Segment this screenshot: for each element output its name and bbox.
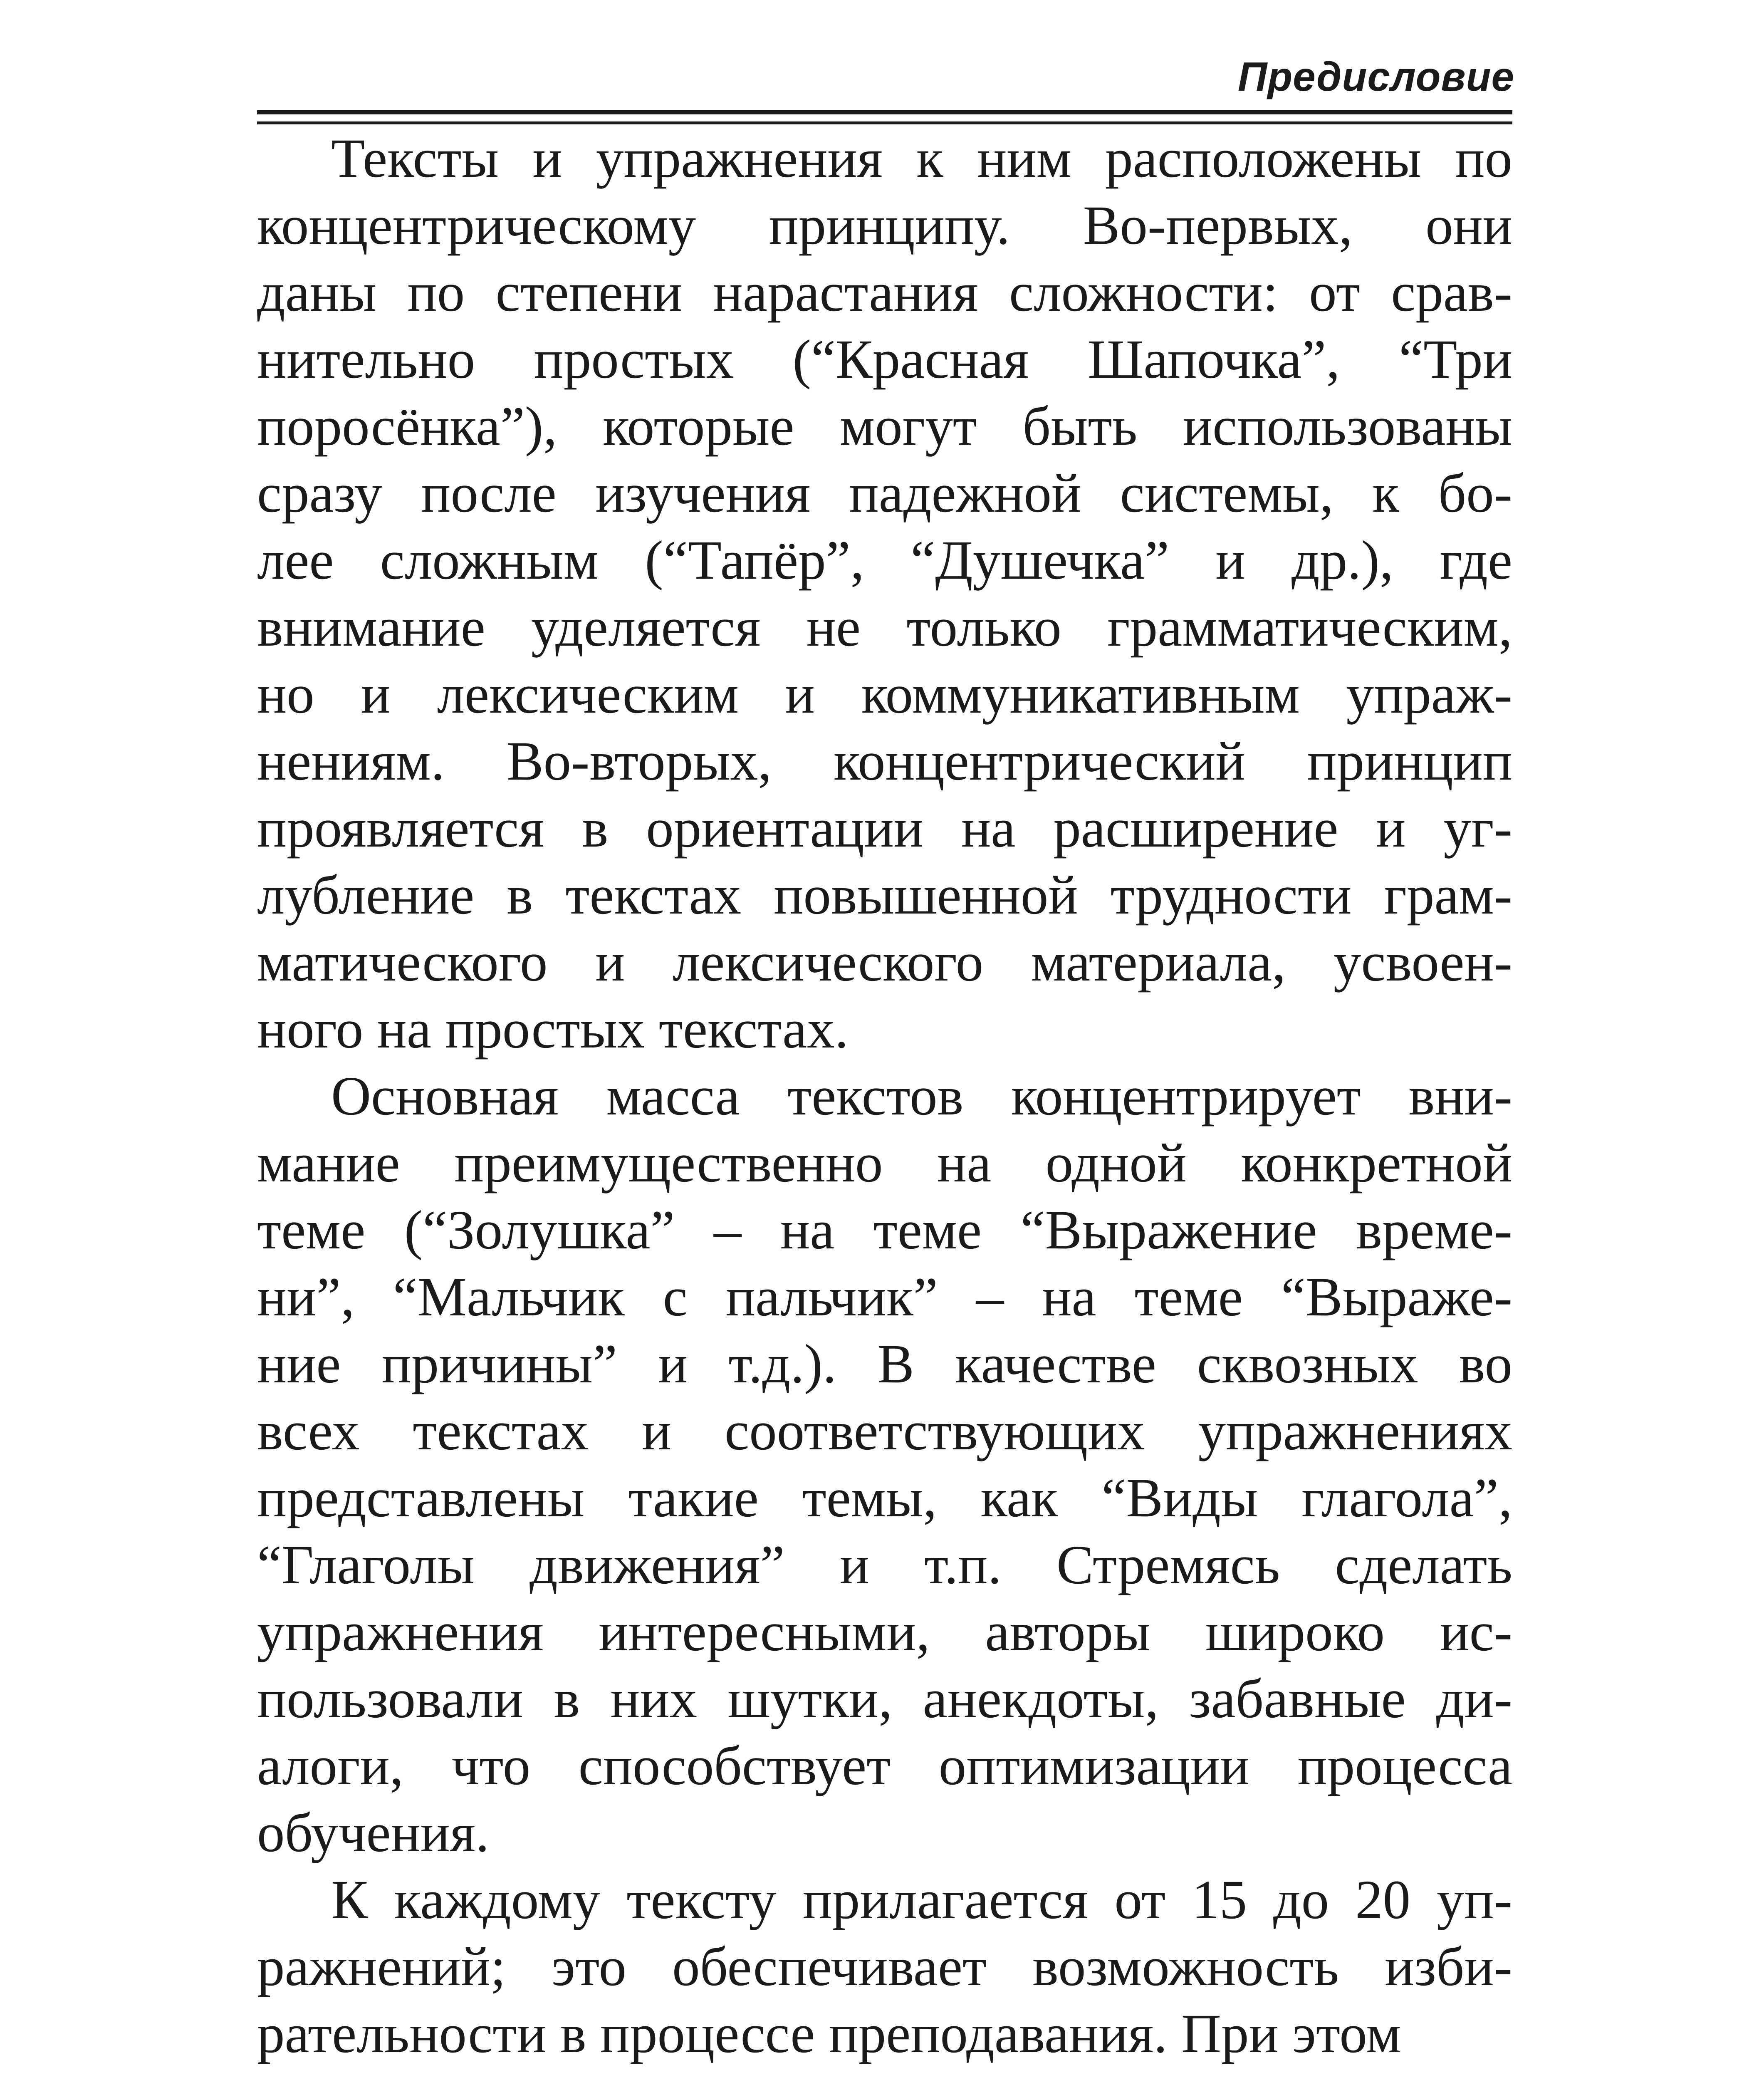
paragraph xyxy=(257,125,1512,1062)
text-line: но и лексическим и коммуникативным упраж- xyxy=(257,663,1512,725)
text-line: лубление в текстах повышенной трудности грам- xyxy=(257,864,1512,926)
text-line: К каждому тексту прилагается от 15 до 20 уп- xyxy=(331,1869,1512,1930)
text-line: мание преимущественно на одной конкретной xyxy=(257,1132,1512,1194)
text-line: Основная масса текстов концентрирует вни- xyxy=(331,1065,1512,1127)
text-line: лее сложным (“Тапёр”, “Душечка” и др.), где xyxy=(257,529,1512,591)
text-line: внимание уделяется не только грамматическим, xyxy=(257,596,1512,658)
text-line: упражнения интересными, авторы широко ис- xyxy=(257,1601,1512,1662)
text-line: теме (“Золушка” – на теме “Выражение време- xyxy=(257,1199,1512,1260)
header-rule-thick xyxy=(257,110,1512,114)
paragraph xyxy=(257,1866,1512,2067)
text-line: представлены такие темы, как “Виды глагола”, xyxy=(257,1467,1512,1528)
text-line: матического и лексического материала, усвоен- xyxy=(257,931,1512,993)
text-line: ражнений; это обеспечивает возможность изби- xyxy=(257,1936,1512,1997)
text-line: нительно простых (“Красная Шапочка”, “Три xyxy=(257,328,1512,390)
text-line: алоги, что способствует оптимизации процесса xyxy=(257,1735,1512,1796)
text-line: проявляется в ориентации на расширение и уг- xyxy=(257,797,1512,859)
text-line: ного на простых текстах. xyxy=(257,998,849,1060)
text-line: ние причины” и т.д.). В качестве сквозных во xyxy=(257,1333,1512,1394)
header-rule-thin xyxy=(257,121,1512,124)
text-line: сразу после изучения падежной системы, к бо- xyxy=(257,462,1512,524)
paragraph xyxy=(257,1062,1512,1866)
text-line: Тексты и упражнения к ним расположены по xyxy=(331,127,1512,189)
text-line: рательности в процессе преподавания. При этом xyxy=(257,2003,1401,2064)
text-line: пользовали в них шутки, анекдоты, забавные ди- xyxy=(257,1668,1512,1729)
text-line: всех текстах и соответствующих упражнениях xyxy=(257,1400,1512,1461)
text-line: обучения. xyxy=(257,1802,490,1863)
body-text xyxy=(257,125,1512,2067)
text-line: нениям. Во-вторых, концентрический принцип xyxy=(257,730,1512,792)
text-line: поросёнка”), которые могут быть использованы xyxy=(257,395,1512,457)
text-line: ни”, “Мальчик с пальчик” – на теме “Выраже- xyxy=(257,1266,1512,1327)
text-line: концентрическому принципу. Во-первых, они xyxy=(257,194,1512,256)
text-line: даны по степени нарастания сложности: от срав- xyxy=(257,261,1512,323)
running-header-title: Предисловие xyxy=(1237,54,1514,99)
text-line: “Глаголы движения” и т.п. Стремясь сделать xyxy=(257,1534,1512,1595)
